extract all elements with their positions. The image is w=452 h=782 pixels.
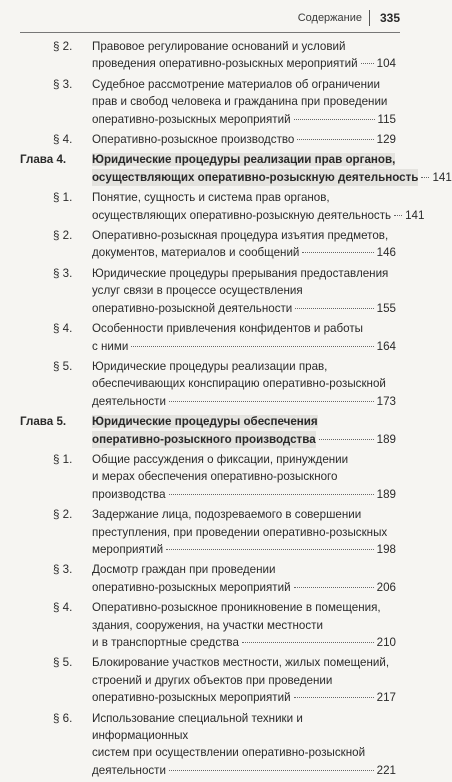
toc-section-entry [0,227,416,262]
entry-title-line: строений и других объектов при проведении [92,673,333,687]
entry-title-line: Использование специальной техники и информационных [92,711,303,743]
entry-title-line: Блокирование участков местности, жилых помещений, [92,656,390,670]
entry-title-line: Оперативно-розыскная процедура изъятия предметов, [92,229,389,243]
entry-page-number: 206 [376,580,396,594]
entry-page-number: 155 [376,301,396,315]
dot-leader [169,494,374,495]
toc-section-entry [0,710,416,780]
section-number: § 2. [53,229,73,243]
entry-title-line: и мерах обеспечения оперативно-розыскного [92,470,338,484]
header-rule [20,32,400,33]
entry-title-line: документов, материалов и сообщений 146 [92,244,396,261]
table-of-contents [0,38,452,782]
entry-page-number: 189 [376,487,396,501]
section-number: § 4. [53,601,73,615]
toc-section-entry [0,358,416,410]
section-number: § 2. [53,40,73,53]
entry-title-line: услуг связи в процессе осуществления [92,284,303,298]
entry-title-line: и в транспортные средства 210 [92,634,396,651]
entry-title-line: деятельности 173 [92,393,396,410]
entry-title-line: производства 189 [92,486,396,503]
page-header [0,0,416,30]
dot-leader [319,439,374,440]
dot-leader [294,119,375,120]
toc-section-entry [0,76,416,128]
running-title: Содержание [297,12,362,24]
entry-title-line: Общие рассуждения о фиксации, принуждении [92,452,349,466]
entry-page-number: 164 [376,339,396,353]
section-number: § 3. [53,77,73,91]
entry-title-line: Правовое регулирование оснований и условий [92,40,346,53]
dot-leader [302,252,373,253]
dot-leader [166,549,374,550]
chapter-number: Глава 5. [20,415,67,429]
section-number: § 3. [53,563,73,577]
section-number: § 1. [53,452,73,466]
dot-leader [295,308,373,309]
page-number: 335 [379,11,400,25]
dot-leader [297,139,373,140]
dot-leader [131,346,373,347]
section-number: § 3. [53,266,73,280]
entry-title-line: оперативно-розыскных мероприятий 217 [92,689,396,706]
entry-title-line: оперативно-розыскной деятельности 155 [92,300,396,317]
entry-title-line: Юридические процедуры реализации прав органов, [92,153,396,167]
section-number: § 4. [53,322,73,336]
entry-title-line: осуществляющих оперативно-розыскную деятельность 141 [92,207,396,224]
entry-title-line: Юридические процедуры реализации прав, [92,359,328,373]
entry-page-number: 141 [432,170,452,184]
toc-section-entry [0,38,416,73]
entry-page-number: 198 [376,542,396,556]
entry-title-line: обеспечивающих конспирацию оперативно-розыскной [92,377,386,391]
entry-page-number: 146 [376,246,396,260]
entry-page-number: 115 [377,112,396,126]
entry-title-line: Особенности привлечения конфидентов и работы [92,322,363,336]
chapter-number: Глава 4. [20,153,67,167]
dot-leader [169,770,374,771]
entry-page-number: 173 [376,394,396,408]
dot-leader [361,63,374,64]
entry-title-line: прав и свобод человека и гражданина при проведении [92,95,388,109]
dot-leader [294,697,374,698]
entry-title-line: оперативно-розыскного производства 189 [92,431,396,448]
entry-title-line: систем при осуществлении оперативно-розыскной [92,746,366,760]
entry-title-line: Задержание лица, подозреваемого в совершении [92,508,362,522]
section-number: § 2. [53,508,73,522]
entry-title-line: с ними 164 [92,338,396,355]
dot-leader [421,177,429,178]
section-number: § 4. [53,133,73,147]
entry-title-line: Оперативно-розыскное производство 129 [92,131,396,148]
entry-title-line: Оперативно-розыскное проникновение в помещения, [92,601,381,615]
entry-page-number: 129 [376,133,396,147]
entry-title-line: проведения оперативно-розыскных мероприятий 104 [92,55,396,72]
dot-leader [394,215,402,216]
entry-page-number: 217 [376,691,396,705]
entry-title-line: здания, сооружения, на участки местности [92,618,323,632]
toc-section-entry [0,189,425,224]
toc-chapter-entry [0,151,452,186]
entry-page-number: 210 [376,636,396,649]
entry-page-number: 141 [405,208,425,222]
entry-page-number: 104 [376,57,396,71]
toc-section-entry [0,451,416,503]
entry-title-line: мероприятий 198 [92,541,396,558]
entry-title-line: оперативно-розыскных мероприятий 206 [92,579,396,596]
entry-title-line: Понятие, сущность и система прав органов, [92,191,330,205]
toc-section-entry [0,599,416,651]
entry-title-line: Юридические процедуры обеспечения [92,415,318,429]
entry-title-line: деятельности 221 [92,762,396,779]
toc-chapter-entry [0,413,416,448]
toc-section-entry [0,561,416,596]
dot-leader [294,587,374,588]
dot-leader [169,401,374,402]
entry-title-line: Юридические процедуры прерывания предоставления [92,266,389,280]
toc-section-entry [0,654,416,706]
toc-section-entry [0,131,416,148]
section-number: § 5. [53,656,73,670]
toc-section-entry [0,265,416,317]
dot-leader [242,642,374,643]
section-number: § 6. [53,711,73,725]
entry-title-line: преступления, при проведении оперативно-розыскных [92,525,388,539]
section-number: § 1. [53,191,73,205]
entry-title-line: Досмотр граждан при проведении [92,563,276,577]
header-separator [369,10,370,26]
toc-section-entry [0,320,416,355]
section-number: § 5. [53,359,73,373]
entry-page-number: 189 [376,432,396,446]
toc-section-entry [0,506,416,558]
entry-title-line: осуществляющих оперативно-розыскную деятельность 141 [92,169,396,186]
entry-title-line: Судебное рассмотрение материалов об ограничении [92,77,380,91]
entry-title-line: оперативно-розыскных мероприятий 115 [92,111,396,128]
entry-page-number: 221 [376,763,396,777]
